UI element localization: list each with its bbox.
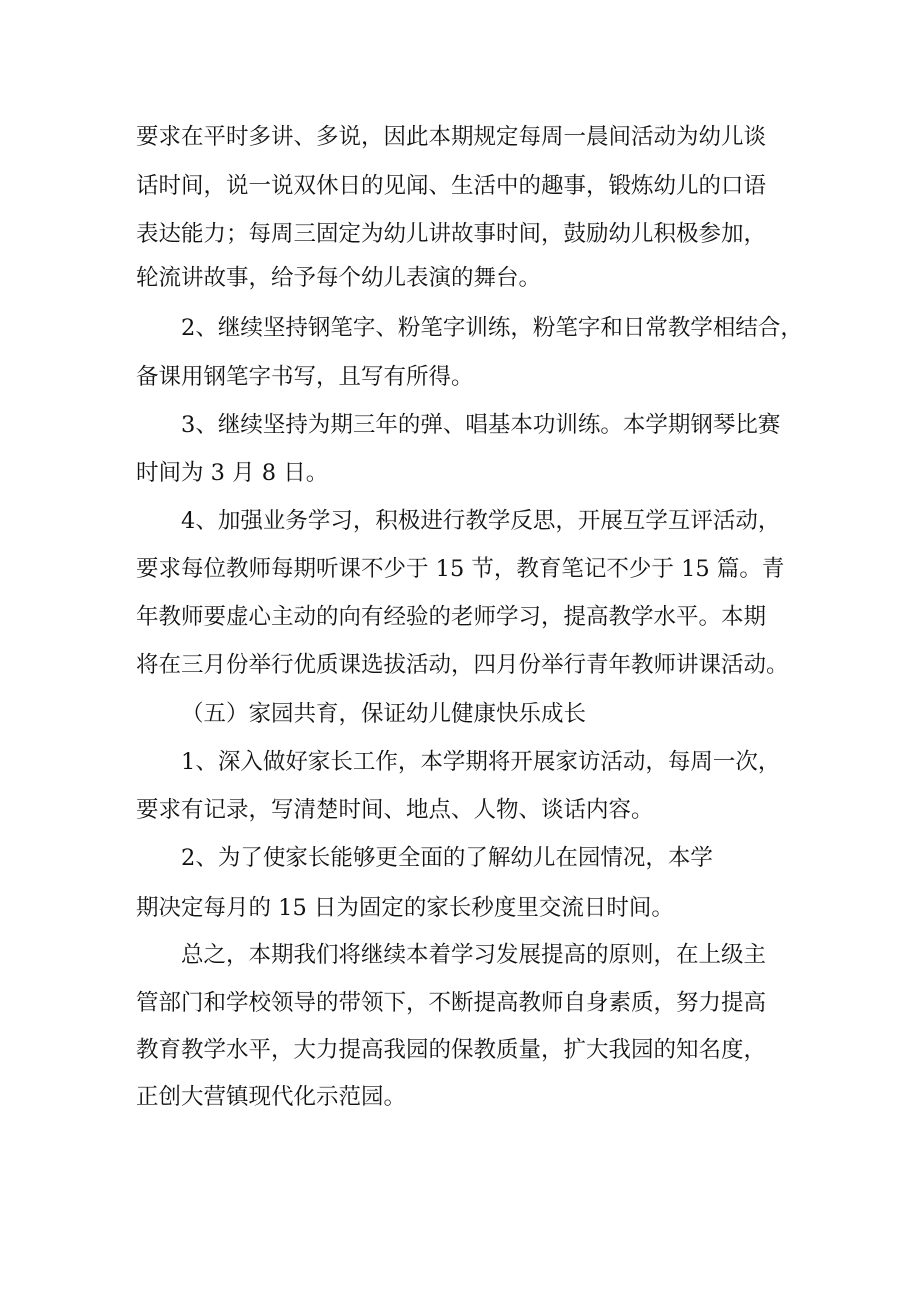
text-line: 1、深入做好家长工作，本学期将开展家访活动，每周一次，: [181, 749, 781, 775]
text-line: 时间为 3 月 8 日。: [136, 460, 329, 486]
text-line: 4、加强业务学习，积极进行教学反思，开展互学互评活动，: [181, 508, 781, 534]
text-line: 备课用钢笔字书写，且写有所得。: [136, 364, 474, 390]
text-line: 2、为了使家长能够更全面的了解幼儿在园情况，本学: [181, 845, 713, 871]
section-heading: （五）家园共育，保证幼儿健康快乐成长: [181, 701, 587, 727]
text-line: 3、继续坚持为期三年的弹、唱基本功训练。本学期钢琴比赛: [181, 412, 781, 438]
text-line: 管部门和学校领导的带领下，不断提高教师自身素质，努力提高: [136, 990, 767, 1016]
text-line: 要求每位教师每期听课不少于 15 节，教育笔记不少于 15 篇。青: [136, 556, 785, 582]
text-line: 要求在平时多讲、多说，因此本期规定每周一晨间活动为幼儿谈: [136, 124, 767, 150]
text-line: 总之，本期我们将继续本着学习发展提高的原则，在上级主: [181, 942, 767, 968]
text-line: 正创大营镇现代化示范园。: [136, 1084, 407, 1110]
text-line: 要求有记录，写清楚时间、地点、人物、谈话内容。: [136, 797, 654, 823]
text-line: 将在三月份举行优质课选拔活动，四月份举行青年教师讲课活动。: [136, 652, 789, 678]
text-line: 轮流讲故事，给予每个幼儿表演的舞台。: [136, 265, 542, 291]
text-line: 期决定每月的 15 日为固定的家长秒度里交流日时间。: [136, 895, 674, 921]
text-line: 话时间，说一说双休日的见闻、生活中的趣事，锻炼幼儿的口语: [136, 173, 767, 199]
text-line: 表达能力；每周三固定为幼儿讲故事时间，鼓励幼儿积极参加，: [136, 221, 767, 247]
text-line: 2、继续坚持钢笔字、粉笔字训练，粉笔字和日常教学相结合，: [181, 315, 803, 341]
text-line: 年教师要虚心主动的向有经验的老师学习，提高教学水平。本期: [136, 604, 767, 630]
text-line: 教育教学水平，大力提高我园的保教质量，扩大我园的知名度，: [136, 1037, 767, 1063]
